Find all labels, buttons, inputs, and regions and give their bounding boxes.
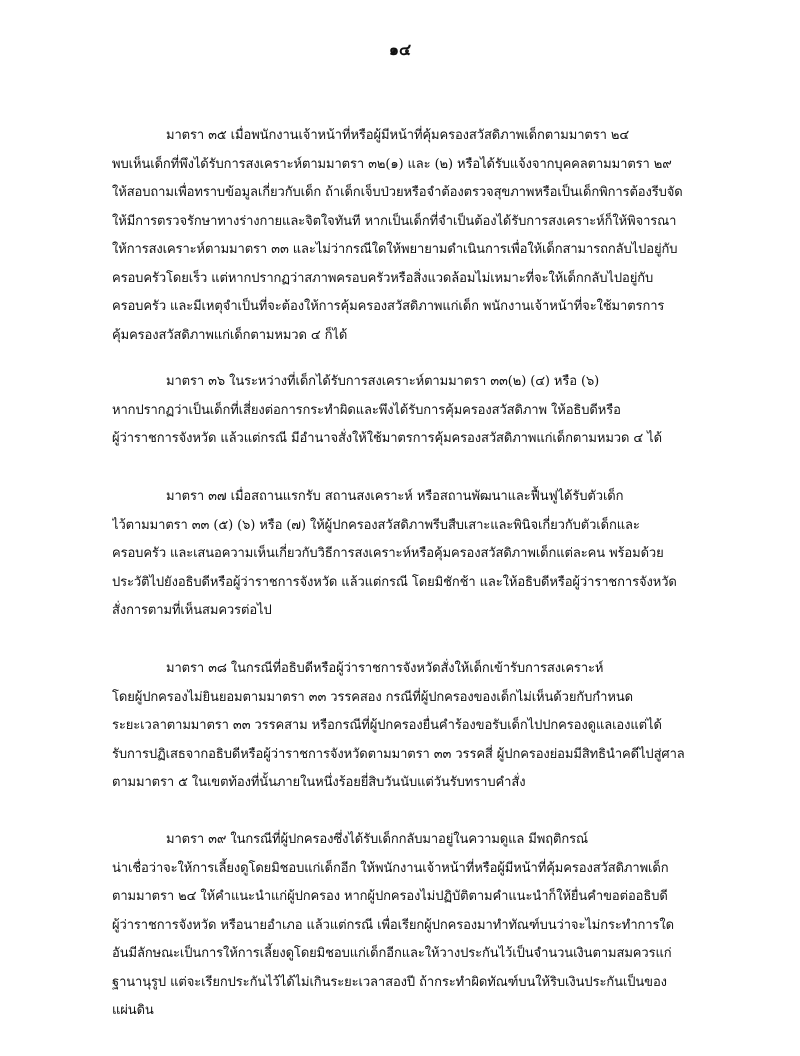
section-37	[112, 483, 712, 626]
text-line: ประวัติไปยังอธิบดีหรือผู้ว่าราชการจังหวัด แล้วแต่กรณี โดยมิชักช้า และให้อธิบดีหรือผู้ว่าราชการจังหวัด	[112, 574, 677, 590]
text-line: มาตรา ๓๘ ในกรณีที่อธิบดีหรือผู้ว่าราชการจังหวัดสั่งให้เด็กเข้ารับการสงเคราะห์	[166, 661, 604, 676]
text-line: ครอบครัวโดยเร็ว แต่หากปรากฏว่าสภาพครอบครัวหรือสิ่งแวดล้อมไม่เหมาะที่จะให้เด็กกลับไปอยู่กับ	[112, 270, 654, 286]
text-line: น่าเชื่อว่าจะให้การเลี้ยงดูโดยมิชอบแก่เด็กอีก ให้พนักงานเจ้าหน้าที่หรือผู้มีหน้าที่คุ้มครองสวัสดิภาพเด็ก	[112, 860, 669, 876]
page-number: ๑๔	[388, 40, 412, 59]
text-line: ครอบครัว และเสนอความเห็นเกี่ยวกับวิธีการสงเคราะห์หรือคุ้มครองสวัสดิภาพเด็กแต่ละคน พร้อมด้วย	[112, 546, 664, 561]
text-line: มาตรา ๓๕ เมื่อพนักงานเจ้าหน้าที่หรือผู้มีหน้าที่คุ้มครองสวัสดิภาพเด็กตามมาตรา ๒๔	[166, 128, 630, 143]
text-line: คุ้มครองสวัสดิภาพแก่เด็กตามหมวด ๔ ก็ได้	[112, 327, 348, 343]
text-line: หากปรากฏว่าเป็นเด็กที่เสี่ยงต่อการกระทำผิดและพึงได้รับการคุ้มครองสวัสดิภาพ ให้อธิบดีหรือ	[112, 402, 621, 418]
text-line: ตามมาตรา ๕ ในเขตท้องที่นั้นภายในหนึ่งร้อยยี่สิบวันนับแต่วันรับทราบคำสั่ง	[112, 775, 526, 790]
text-line: ไว้ตามมาตรา ๓๓ (๕) (๖) หรือ (๗) ให้ผู้ปกครองสวัสดิภาพรีบสืบเสาะและพินิจเกี่ยวกับตัวเด็กและ	[112, 517, 640, 533]
text-line: ให้มีการตรวจรักษาทางร่างกายและจิตใจทันที หากเป็นเด็กที่จำเป็นต้องได้รับการสงเคราะห์ก็ให้พิจารณา	[112, 213, 677, 229]
text-line: แผ่นดิน	[112, 1003, 154, 1018]
section-36	[112, 368, 712, 454]
text-line: ตามมาตรา ๒๔ ให้คำแนะนำแก่ผู้ปกครอง หากผู้ปกครองไม่ปฏิบัติตามคำแนะนำก็ให้ยื่นคำขอต่ออธิบดี	[112, 889, 668, 904]
section-35	[112, 122, 712, 350]
text-line: ฐานานุรูป แต่จะเรียกประกันไว้ได้ไม่เกินระยะเวลาสองปี ถ้ากระทำผิดทัณฑ์บนให้ริบเงินประกันเป็นของ	[112, 974, 667, 990]
section-39	[112, 826, 712, 1026]
text-line: มาตรา ๓๗ เมื่อสถานแรกรับ สถานสงเคราะห์ หรือสถานพัฒนาและฟื้นฟูได้รับตัวเด็ก	[166, 489, 624, 504]
text-line: รับการปฏิเสธจากอธิบดีหรือผู้ว่าราชการจังหวัดตามมาตรา ๓๓ วรรคสี่ ผู้ปกครองย่อมมีสิทธินำคดีไปสู่ศาล	[112, 746, 685, 762]
text-line: ครอบครัว และมีเหตุจำเป็นที่จะต้องให้การคุ้มครองสวัสดิภาพแก่เด็ก พนักงานเจ้าหน้าที่จะใช้มาตรการ	[112, 299, 665, 314]
text-line: ให้การสงเคราะห์ตามมาตรา ๓๓ และไม่ว่ากรณีใดให้พยายามดำเนินการเพื่อให้เด็กสามารถกลับไปอยู่กับ	[112, 242, 678, 257]
text-line: ระยะเวลาตามมาตรา ๓๓ วรรคสาม หรือกรณีที่ผู้ปกครองยื่นคำร้องขอรับเด็กไปปกครองดูแลเองแต่ได้	[112, 718, 662, 733]
text-line: มาตรา ๓๙ ในกรณีที่ผู้ปกครองซึ่งได้รับเด็กกลับมาอยู่ในความดูแล มีพฤติกรณ์	[166, 832, 588, 847]
text-line: มาตรา ๓๖ ในระหว่างที่เด็กได้รับการสงเคราะห์ตามมาตรา ๓๓(๒) (๔) หรือ (๖)	[166, 374, 600, 389]
text-line: สั่งการตามที่เห็นสมควรต่อไป	[112, 603, 272, 618]
text-line: พบเห็นเด็กที่พึงได้รับการสงเคราะห์ตามมาตรา ๓๒(๑) และ (๒) หรือได้รับแจ้งจากบุคคลตามมาตรา ๒๙	[112, 156, 672, 172]
text-line: ผู้ว่าราชการจังหวัด หรือนายอำเภอ แล้วแต่กรณี เพื่อเรียกผู้ปกครองมาทำทัณฑ์บนว่าจะไม่กระทำการใด	[112, 917, 674, 933]
section-38	[112, 655, 712, 798]
text-line: โดยผู้ปกครองไม่ยินยอมตามมาตรา ๓๓ วรรคสอง กรณีที่ผู้ปกครองของเด็กไม่เห็นด้วยกับกำหนด	[112, 689, 633, 705]
text-line: ให้สอบถามเพื่อทราบข้อมูลเกี่ยวกับเด็ก ถ้าเด็กเจ็บป่วยหรือจำต้องตรวจสุขภาพหรือเป็นเด็กพิการต้องรีบจัด	[112, 185, 683, 200]
text-line: อันมีลักษณะเป็นการให้การเลี้ยงดูโดยมิชอบแก่เด็กอีกและให้วางประกันไว้เป็นจำนวนเงินตามสมควรแก่	[112, 946, 672, 961]
text-line: ผู้ว่าราชการจังหวัด แล้วแต่กรณี มีอำนาจสั่งให้ใช้มาตรการคุ้มครองสวัสดิภาพแก่เด็กตามหมวด ๔ ได้	[112, 431, 662, 446]
